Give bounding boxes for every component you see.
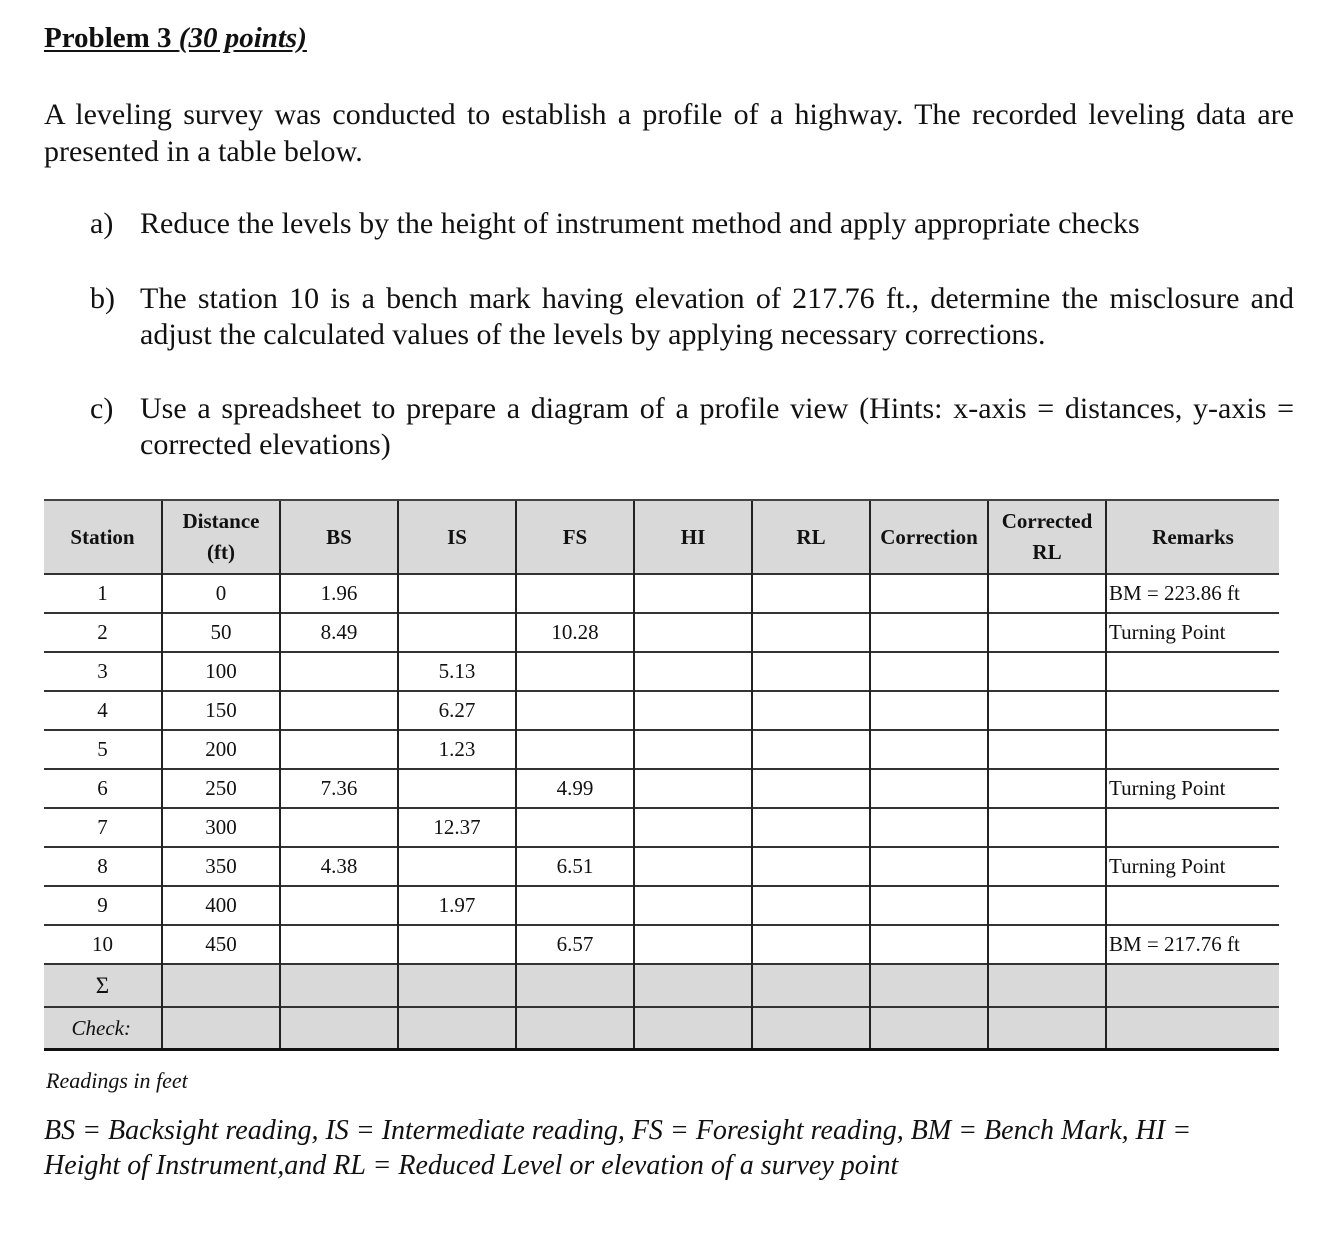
question-c-text: Use a spreadsheet to prepare a diagram of a profile view (Hints: x-axis = distances, y-axis = corrected elevations) <box>140 392 1294 461</box>
header-remarks: Remarks <box>1106 500 1279 574</box>
cell-hi <box>634 691 752 730</box>
cell-remarks <box>1106 886 1279 925</box>
cell-distance: 100 <box>162 652 280 691</box>
cell-station: 3 <box>44 652 162 691</box>
cell-station: 8 <box>44 847 162 886</box>
cell-correction <box>870 847 988 886</box>
cell-bs <box>280 652 398 691</box>
cell-distance: 350 <box>162 847 280 886</box>
cell-is <box>398 847 516 886</box>
table-row <box>44 574 1279 613</box>
readings-note: Readings in feet <box>46 1068 188 1093</box>
cell-station: 4 <box>44 691 162 730</box>
cell-bs: 4.38 <box>280 847 398 886</box>
sum-cell <box>398 964 516 1007</box>
header-correction: Correction <box>870 500 988 574</box>
cell-corrected-rl <box>988 613 1106 652</box>
cell-remarks: Turning Point <box>1106 613 1279 652</box>
cell-remarks <box>1106 730 1279 769</box>
cell-station: 9 <box>44 886 162 925</box>
cell-corrected-rl <box>988 769 1106 808</box>
cell-correction <box>870 730 988 769</box>
cell-rl <box>752 769 870 808</box>
cell-hi <box>634 808 752 847</box>
cell-corrected-rl <box>988 652 1106 691</box>
check-cell <box>162 1007 280 1050</box>
cell-rl <box>752 691 870 730</box>
sum-cell <box>280 964 398 1007</box>
cell-bs <box>280 730 398 769</box>
sum-cell <box>162 964 280 1007</box>
cell-fs <box>516 574 634 613</box>
cell-correction <box>870 925 988 964</box>
cell-fs <box>516 730 634 769</box>
table-row <box>44 925 1279 964</box>
sum-label: Σ <box>44 964 162 1007</box>
question-a-text: Reduce the levels by the height of instrument method and apply appropriate checks <box>140 207 1140 240</box>
cell-is <box>398 769 516 808</box>
cell-bs <box>280 808 398 847</box>
cell-hi <box>634 886 752 925</box>
cell-hi <box>634 574 752 613</box>
cell-correction <box>870 769 988 808</box>
cell-corrected-rl <box>988 574 1106 613</box>
cell-rl <box>752 847 870 886</box>
cell-station: 2 <box>44 613 162 652</box>
cell-corrected-rl <box>988 847 1106 886</box>
check-cell <box>988 1007 1106 1050</box>
cell-rl <box>752 886 870 925</box>
sum-cell <box>870 964 988 1007</box>
table-header-row <box>44 500 1279 574</box>
sum-cell <box>634 964 752 1007</box>
cell-corrected-rl <box>988 886 1106 925</box>
table-row <box>44 652 1279 691</box>
cell-bs <box>280 691 398 730</box>
table-row <box>44 847 1279 886</box>
cell-remarks: Turning Point <box>1106 847 1279 886</box>
cell-corrected-rl <box>988 730 1106 769</box>
cell-bs <box>280 925 398 964</box>
sum-cell <box>988 964 1106 1007</box>
cell-fs <box>516 652 634 691</box>
cell-remarks <box>1106 691 1279 730</box>
leveling-table <box>44 499 1279 1051</box>
question-b-text: The station 10 is a bench mark having elevation of 217.76 ft., determine the misclosure and adjust the calculated values of the levels by applying necessary corrections. <box>140 282 1294 351</box>
cell-distance: 400 <box>162 886 280 925</box>
cell-correction <box>870 652 988 691</box>
cell-correction <box>870 574 988 613</box>
cell-station: 1 <box>44 574 162 613</box>
sum-cell <box>752 964 870 1007</box>
cell-rl <box>752 730 870 769</box>
check-cell <box>516 1007 634 1050</box>
cell-rl <box>752 808 870 847</box>
cell-corrected-rl <box>988 925 1106 964</box>
table-row <box>44 886 1279 925</box>
header-is: IS <box>398 500 516 574</box>
cell-correction <box>870 808 988 847</box>
cell-hi <box>634 613 752 652</box>
cell-distance: 50 <box>162 613 280 652</box>
check-label: Check: <box>44 1007 162 1050</box>
header-corrected-rl: Corrected RL <box>988 500 1106 574</box>
cell-correction <box>870 691 988 730</box>
cell-station: 7 <box>44 808 162 847</box>
check-cell <box>634 1007 752 1050</box>
cell-rl <box>752 613 870 652</box>
question-a <box>90 206 1294 242</box>
sum-cell <box>516 964 634 1007</box>
question-a-label: a) <box>90 207 114 240</box>
cell-is <box>398 613 516 652</box>
header-station: Station <box>44 500 162 574</box>
check-cell <box>752 1007 870 1050</box>
cell-hi <box>634 925 752 964</box>
problem-points: (30 points) <box>178 22 307 54</box>
check-row <box>44 1007 1279 1050</box>
sum-row <box>44 964 1279 1007</box>
cell-is: 1.97 <box>398 886 516 925</box>
cell-correction <box>870 886 988 925</box>
cell-station: 5 <box>44 730 162 769</box>
cell-fs: 4.99 <box>516 769 634 808</box>
header-rl: RL <box>752 500 870 574</box>
cell-rl <box>752 652 870 691</box>
cell-station: 6 <box>44 769 162 808</box>
cell-remarks: Turning Point <box>1106 769 1279 808</box>
cell-corrected-rl <box>988 808 1106 847</box>
cell-station: 10 <box>44 925 162 964</box>
question-c-label: c) <box>90 392 114 425</box>
cell-fs <box>516 808 634 847</box>
cell-remarks: BM = 217.76 ft <box>1106 925 1279 964</box>
table-row <box>44 691 1279 730</box>
table-row <box>44 730 1279 769</box>
question-c <box>90 391 1294 463</box>
cell-distance: 300 <box>162 808 280 847</box>
cell-is <box>398 574 516 613</box>
cell-fs: 6.51 <box>516 847 634 886</box>
cell-distance: 200 <box>162 730 280 769</box>
cell-bs: 8.49 <box>280 613 398 652</box>
problem-title-main: Problem 3 <box>44 22 179 54</box>
header-hi: HI <box>634 500 752 574</box>
header-fs: FS <box>516 500 634 574</box>
cell-bs: 7.36 <box>280 769 398 808</box>
cell-distance: 150 <box>162 691 280 730</box>
cell-bs: 1.96 <box>280 574 398 613</box>
cell-hi <box>634 652 752 691</box>
check-cell <box>398 1007 516 1050</box>
table-row <box>44 808 1279 847</box>
check-cell <box>1106 1007 1279 1050</box>
header-distance: Distance (ft) <box>162 500 280 574</box>
problem-intro: A leveling survey was conducted to establish a profile of a highway. The recorded leveling data are presented in a table below. <box>44 98 1294 168</box>
cell-fs: 6.57 <box>516 925 634 964</box>
abbreviation-legend: BS = Backsight reading, IS = Intermediate reading, FS = Foresight reading, BM = Bench Mark, HI = Height of Instrument,and RL = Reduced Level or elevation of a survey point <box>44 1115 1192 1181</box>
cell-hi <box>634 769 752 808</box>
cell-is <box>398 925 516 964</box>
cell-correction <box>870 613 988 652</box>
cell-fs <box>516 886 634 925</box>
cell-is: 12.37 <box>398 808 516 847</box>
cell-fs: 10.28 <box>516 613 634 652</box>
check-cell <box>280 1007 398 1050</box>
check-cell <box>870 1007 988 1050</box>
cell-rl <box>752 574 870 613</box>
cell-remarks <box>1106 652 1279 691</box>
cell-distance: 450 <box>162 925 280 964</box>
table-row <box>44 769 1279 808</box>
cell-is: 5.13 <box>398 652 516 691</box>
cell-hi <box>634 730 752 769</box>
sum-cell <box>1106 964 1279 1007</box>
cell-fs <box>516 691 634 730</box>
table-row <box>44 613 1279 652</box>
cell-bs <box>280 886 398 925</box>
cell-hi <box>634 847 752 886</box>
table-body <box>44 574 1279 1050</box>
cell-distance: 0 <box>162 574 280 613</box>
cell-rl <box>752 925 870 964</box>
cell-corrected-rl <box>988 691 1106 730</box>
question-b <box>90 281 1294 353</box>
problem-title <box>44 22 307 55</box>
cell-remarks <box>1106 808 1279 847</box>
cell-remarks: BM = 223.86 ft <box>1106 574 1279 613</box>
header-bs: BS <box>280 500 398 574</box>
cell-distance: 250 <box>162 769 280 808</box>
question-b-label: b) <box>90 282 115 315</box>
cell-is: 1.23 <box>398 730 516 769</box>
cell-is: 6.27 <box>398 691 516 730</box>
